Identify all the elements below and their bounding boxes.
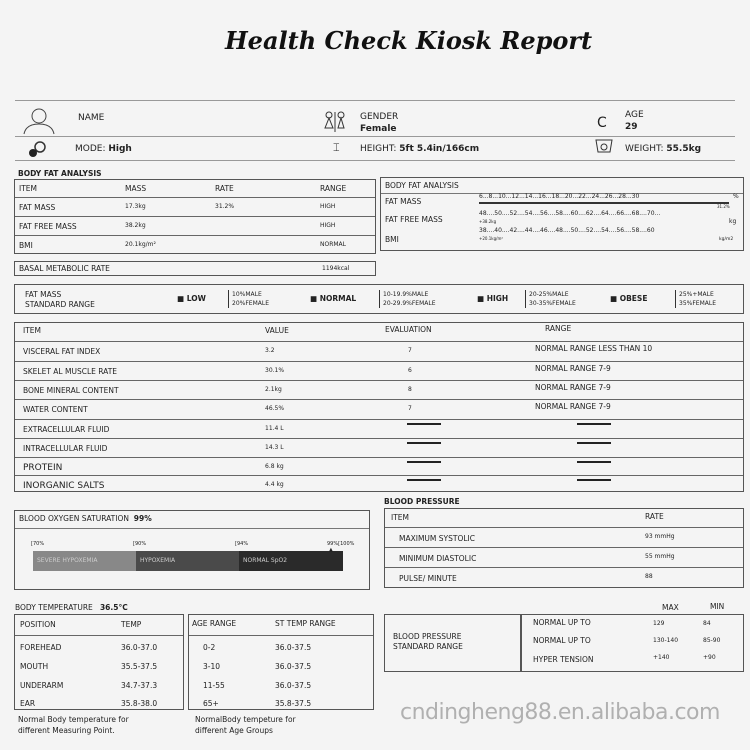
body-fat-title: BODY FAT ANALYSIS xyxy=(18,169,102,178)
cell: 0-2 xyxy=(203,643,216,652)
standard-label: FAT MASS xyxy=(25,290,62,299)
bmr-value: 1194kcal xyxy=(322,265,350,272)
age-temp-note: NormalBody tempeture for different Age Groups xyxy=(195,715,296,735)
temp-title: BODY TEMPERATURE xyxy=(15,603,93,612)
fat-mass-marker: 31.2% xyxy=(717,204,730,209)
weight-label: WEIGHT: xyxy=(625,144,664,154)
cell: PULSE/ MINUTE xyxy=(399,574,457,583)
fat-mass-unit: % xyxy=(733,193,739,200)
cell: +90 xyxy=(703,654,716,661)
bmi-scale: 38....40....42....44....46....48....50....52....54....56....58....60 xyxy=(479,227,655,234)
scale-title: BODY FAT ANALYSIS xyxy=(385,181,459,190)
cell: MOUTH xyxy=(20,662,49,671)
fat-standard-range: FAT MASS STANDARD RANGE ■ LOW 10%MALE 20%FEMALE ■ NORMAL 10-19.9%MALE 20-29.9%FEMALE ■ HIGH 20-25%MALE 30-35%FEMALE ■ OBESE 25%+MALE 35%FEMALE xyxy=(14,284,744,314)
range-text: 20-25%MALE xyxy=(529,291,569,298)
ffm-scale: 48....50....52....54....56....58....60....62....64....66....68....70... xyxy=(479,210,661,217)
col-header: RATE xyxy=(215,184,234,193)
col-header: RANGE xyxy=(320,184,347,193)
table-row xyxy=(15,380,743,399)
cell: 85-90 xyxy=(703,637,721,644)
table-row xyxy=(385,547,743,567)
col-header: RANGE xyxy=(545,324,572,333)
age-temp-table xyxy=(188,614,374,710)
item-label: SKELET AL MUSCLE RATE xyxy=(23,367,118,376)
name-label: NAME xyxy=(78,113,105,123)
bp-title: BLOOD PRESSURE xyxy=(384,497,460,506)
range-text: 20-29.9%FEMALE xyxy=(383,300,436,307)
item-value: 11.4 L xyxy=(265,425,284,432)
oxygen-marker-icon: ▲ xyxy=(329,547,333,553)
dash-icon xyxy=(407,423,441,425)
item-label: BONE MINERAL CONTENT xyxy=(23,386,119,395)
age-label: AGE xyxy=(625,110,644,120)
scale-icon xyxy=(592,138,616,154)
gender-icon xyxy=(323,110,347,134)
range-text: 30-35%FEMALE xyxy=(529,300,576,307)
cell: 129 xyxy=(653,620,665,627)
cell: NORMAL UP TO xyxy=(533,636,591,645)
item-evaluation: 7 xyxy=(408,347,412,354)
person-icon xyxy=(22,107,56,135)
cell: MAXIMUM SYSTOLIC xyxy=(399,534,475,543)
cell: 35.8-38.0 xyxy=(121,699,158,708)
cell: 20.1kg/m² xyxy=(125,241,156,248)
cell: FAT FREE MASS xyxy=(19,222,77,231)
tick-label: 94% xyxy=(236,541,249,547)
table-row xyxy=(385,567,743,587)
cell: 65+ xyxy=(203,699,219,708)
body-fat-table xyxy=(14,179,376,254)
cell: 35.8-37.5 xyxy=(275,699,312,708)
col-header: ITEM xyxy=(19,184,38,193)
dash-icon xyxy=(577,442,611,444)
cell: 3-10 xyxy=(203,662,221,671)
dash-icon xyxy=(407,442,441,444)
range-text: 10-19.9%MALE xyxy=(383,291,429,298)
col-header: RATE xyxy=(645,512,664,521)
item-label: INORGANIC SALTS xyxy=(23,481,105,491)
table-row xyxy=(15,438,743,457)
table-row xyxy=(15,235,375,254)
item-evaluation: 7 xyxy=(408,405,412,412)
cell: 17.3kg xyxy=(125,203,146,210)
segment-normal: NORMAL SpO2 xyxy=(239,551,343,571)
bmi-marker: +20.1kg/m² xyxy=(479,236,503,241)
cell: HIGH xyxy=(320,203,336,210)
col-header: ST TEMP RANGE xyxy=(275,619,336,628)
gender-label: GENDER xyxy=(360,112,399,122)
item-range: NORMAL RANGE 7-9 xyxy=(535,402,611,411)
col-header: MASS xyxy=(125,184,147,193)
range-obese: OBESE xyxy=(619,294,648,303)
tick-label: 90% xyxy=(134,541,147,547)
item-value: 3.2 xyxy=(265,347,275,354)
cell: 36.0-37.5 xyxy=(275,662,312,671)
item-value: 2.1kg xyxy=(265,386,282,393)
ffm-marker: +38.2kg xyxy=(479,219,497,224)
item-value: 6.8 kg xyxy=(265,463,284,470)
item-value: 4.4 kg xyxy=(265,481,284,488)
temp-note: Normal Body temperature for different Measuring Point. xyxy=(18,715,129,735)
cell: EAR xyxy=(20,699,36,708)
range-low: LOW xyxy=(186,294,206,303)
age-icon: C xyxy=(597,115,607,131)
cell: FAT MASS xyxy=(19,203,56,212)
dash-icon xyxy=(407,479,441,481)
item-label: EXTRACELLULAR FLUID xyxy=(23,425,110,434)
temp-position-table xyxy=(14,614,184,710)
height-label: HEIGHT: xyxy=(360,144,397,154)
height-value: 5ft 5.4in/166cm xyxy=(399,144,480,154)
table-row xyxy=(15,475,743,494)
mode-label: MODE: xyxy=(75,144,106,154)
item-value: 14.3 L xyxy=(265,444,284,451)
cell: 38.2kg xyxy=(125,222,146,229)
cell: HYPER TENSION xyxy=(533,655,594,664)
cell: 36.0-37.5 xyxy=(275,643,312,652)
col-header: ITEM xyxy=(23,326,42,335)
bp-standard-table xyxy=(384,614,744,672)
tick-label: 70% xyxy=(32,541,45,547)
cell: NORMAL xyxy=(320,241,347,248)
cell: 55 mmHg xyxy=(645,553,675,560)
ffm-label: FAT FREE MASS xyxy=(385,215,443,224)
item-evaluation: 8 xyxy=(408,386,412,393)
cell: 34.7-37.3 xyxy=(121,681,158,690)
cell: 36.0-37.0 xyxy=(121,643,158,652)
item-range: NORMAL RANGE LESS THAN 10 xyxy=(535,344,653,353)
item-label: VISCERAL FAT INDEX xyxy=(23,347,101,356)
dash-icon xyxy=(577,479,611,481)
dash-icon xyxy=(577,461,611,463)
item-range: NORMAL RANGE 7-9 xyxy=(535,383,611,392)
cell: 93 mmHg xyxy=(645,533,675,540)
dash-icon xyxy=(407,461,441,463)
segment-hypoxemia: HYPOXEMIA xyxy=(136,551,239,571)
item-evaluation: 6 xyxy=(408,367,412,374)
cell: 36.0-37.5 xyxy=(275,681,312,690)
bmr-row xyxy=(14,261,376,276)
bp-table xyxy=(384,508,744,588)
col-header: TEMP xyxy=(121,620,142,629)
max-label: MAX xyxy=(662,603,679,612)
cell: 84 xyxy=(703,620,711,627)
blood-oxygen-panel: BLOOD OXYGEN SATURATION 99% [70% [90% [94% 99%[100% SEVERE HYPOXEMIA HYPOXEMIA NORMAL SpO2 ▲ xyxy=(14,510,370,590)
cell: BMI xyxy=(19,241,33,250)
cell: 11-55 xyxy=(203,681,225,690)
cell: HIGH xyxy=(320,222,336,229)
col-header: POSITION xyxy=(20,620,56,629)
temp-value: 36.5°C xyxy=(99,603,128,612)
item-label: WATER CONTENT xyxy=(23,405,88,414)
item-range: NORMAL RANGE 7-9 xyxy=(535,364,611,373)
cell: UNDERARM xyxy=(20,681,64,690)
mode-value: High xyxy=(108,144,132,154)
segment-severe: SEVERE HYPOXEMIA xyxy=(33,551,136,571)
age-value: 29 xyxy=(625,122,638,132)
oxygen-value: 99% xyxy=(133,514,152,523)
cell: MINIMUM DIASTOLIC xyxy=(399,554,477,563)
tick-label: 100% xyxy=(340,541,355,547)
cell: 35.5-37.5 xyxy=(121,662,158,671)
item-value: 30.1% xyxy=(265,367,285,374)
bp-standard-label: BLOOD PRESSURE STANDARD RANGE xyxy=(393,632,463,651)
height-icon: ⌶ xyxy=(333,141,340,154)
watermark: cndingheng88.en.alibaba.com xyxy=(400,700,720,725)
min-label: MIN xyxy=(710,602,725,611)
range-text: 25%+MALE xyxy=(679,291,714,298)
col-header: ITEM xyxy=(391,513,410,522)
cell: 130-140 xyxy=(653,637,679,644)
cell: +140 xyxy=(653,654,670,661)
ffm-unit: kg xyxy=(729,218,737,225)
table-row xyxy=(15,457,743,476)
body-fat-scale xyxy=(380,177,744,251)
mode-icon xyxy=(28,140,48,158)
table-row xyxy=(15,341,743,360)
bmi-unit: kg/m2 xyxy=(719,237,734,242)
table-row xyxy=(385,527,743,547)
range-normal: NORMAL xyxy=(319,294,357,303)
table-row xyxy=(15,216,375,235)
table-row xyxy=(15,399,743,418)
table-row xyxy=(15,419,743,438)
gender-value: Female xyxy=(360,124,397,134)
tick-label: 99% xyxy=(327,541,339,547)
col-header: VALUE xyxy=(265,326,289,335)
cell: 31.2% xyxy=(215,203,235,210)
bmr-label: BASAL METABOLIC RATE xyxy=(19,264,110,273)
oxygen-title: BLOOD OXYGEN SATURATION xyxy=(19,514,129,523)
standard-label: STANDARD RANGE xyxy=(25,300,95,309)
composition-table xyxy=(14,322,744,492)
report-title: Health Check Kiosk Report xyxy=(225,26,593,55)
item-label: INTRACELLULAR FLUID xyxy=(23,444,108,453)
fat-mass-label: FAT MASS xyxy=(385,197,422,206)
fat-mass-bar xyxy=(479,202,729,204)
table-row xyxy=(15,197,375,216)
col-header: EVALUATION xyxy=(385,325,432,334)
col-header: AGE RANGE xyxy=(192,619,237,628)
range-text: 10%MALE xyxy=(232,291,262,298)
cell: NORMAL UP TO xyxy=(533,618,591,627)
range-text: 20%FEMALE xyxy=(232,300,269,307)
table-row xyxy=(15,361,743,380)
weight-value: 55.5kg xyxy=(666,144,702,154)
cell: 88 xyxy=(645,573,653,580)
fat-mass-scale: 6...8...10...12...14...16...18...20...22...24...26...28...30 xyxy=(479,193,640,200)
cell: FOREHEAD xyxy=(20,643,62,652)
dash-icon xyxy=(577,423,611,425)
range-high: HIGH xyxy=(486,294,509,303)
item-value: 46.5% xyxy=(265,405,285,412)
bmi-label: BMI xyxy=(385,235,399,244)
item-label: PROTEIN xyxy=(23,463,63,473)
range-text: 35%FEMALE xyxy=(679,300,716,307)
